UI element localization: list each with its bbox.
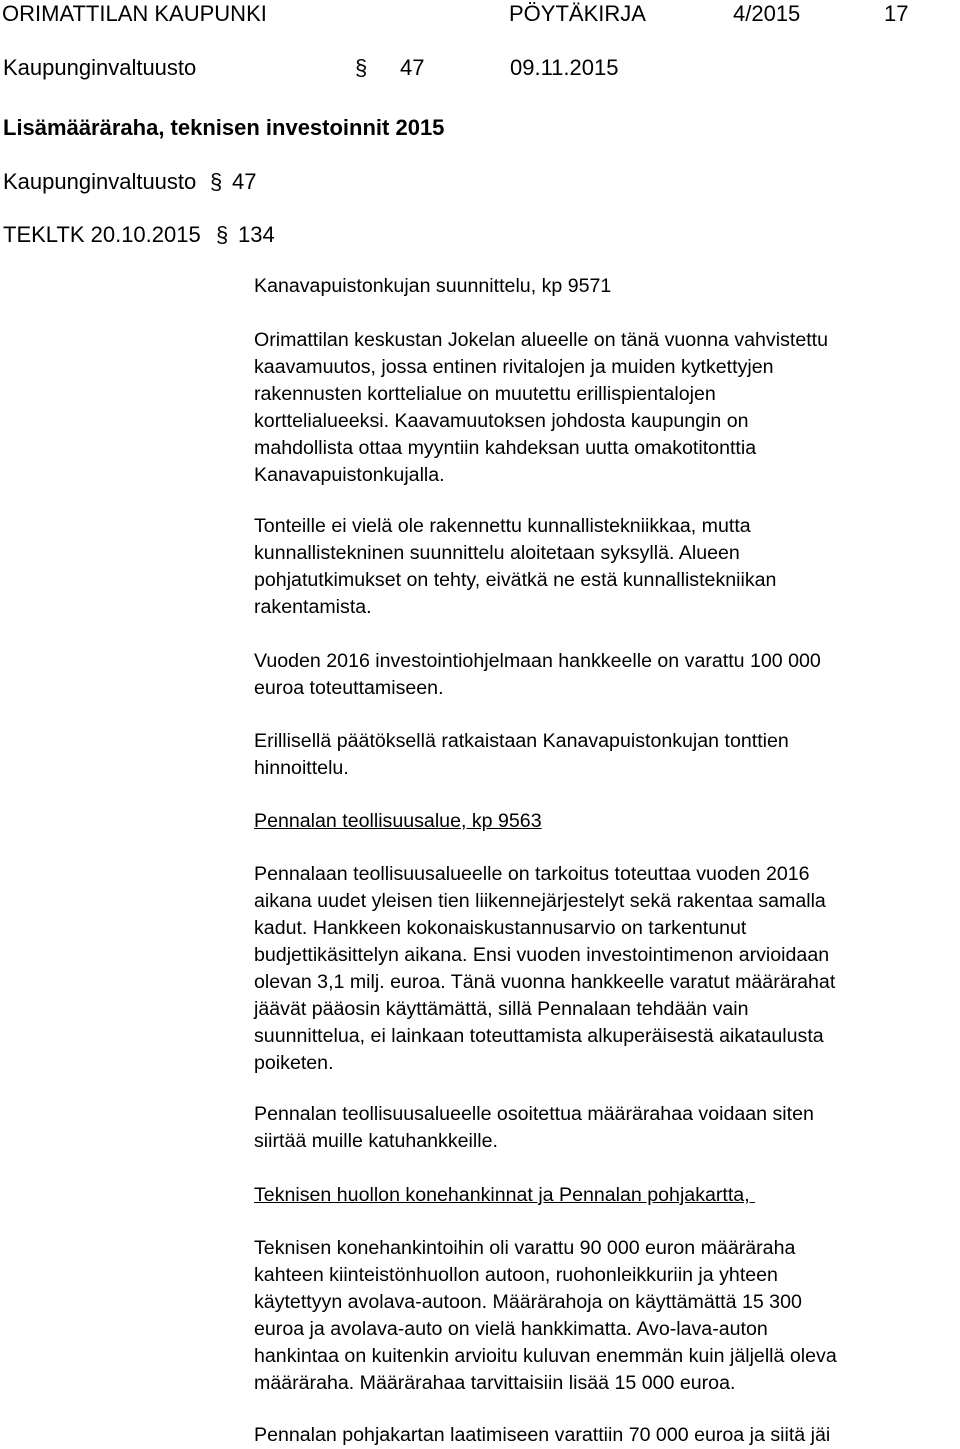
section-pennala-paragraph-2 [254, 1101, 954, 1155]
text-line: Vuoden 2016 investointiohjelmaan hankkeelle on varattu 100 000 [254, 650, 821, 672]
text-line: kaavamuutos, jossa entinen rivitalojen ja muiden kytkettyjen [254, 356, 774, 378]
reference-1-section-mark: § [210, 169, 223, 194]
paragraph [254, 1422, 954, 1449]
text-line: kunnallistekninen suunnittelu aloitetaan syksyllä. Alueen [254, 542, 740, 564]
header-body: Kaupunginvaltuusto [3, 55, 197, 80]
reference-row-2 [0, 221, 960, 248]
text-line: pohjatutkimukset on tehty, eivätkä ne estä kunnallistekniikan [254, 569, 777, 591]
text-line: Kanavapuistonkujalla. [254, 464, 445, 486]
paragraph [254, 513, 954, 621]
text-line: käytettyyn avolava-autoon. Määrärahoja on käyttämättä 15 300 [254, 1291, 802, 1313]
text-line: siirtää muille katuhankkeille. [254, 1130, 498, 1152]
reference-2-body: TEKLTK 20.10.2015 [3, 222, 201, 247]
text-line: euroa toteuttamiseen. [254, 677, 444, 699]
paragraph [254, 327, 954, 489]
text-line: rakentamista. [254, 596, 372, 618]
paragraph [254, 1101, 954, 1155]
text-line: jäävät pääosin käyttämättä, sillä Pennalaan tehdään vain [254, 998, 749, 1020]
reference-1-section-number: 47 [232, 169, 257, 194]
section-heading: Kanavapuistonkujan suunnittelu, kp 9571 [254, 275, 612, 297]
text-line: Erillisellä päätöksellä ratkaistaan Kanavapuistonkujan tonttien [254, 730, 789, 752]
text-line: korttelialueeksi. Kaavamuutoksen johdosta kaupungin on [254, 410, 749, 432]
header-section-number: 47 [400, 55, 425, 80]
reference-row-1 [0, 168, 960, 195]
text-line: rakennusten korttelialue on muutettu erillispientalojen [254, 383, 716, 405]
text-line: Orimattilan keskustan Jokelan alueelle on tänä vuonna vahvistettu [254, 329, 829, 351]
header-org: ORIMATTILAN KAUPUNKI [2, 1, 267, 26]
text-line: Tonteille ei vielä ole rakennettu kunnallistekniikkaa, mutta [254, 515, 751, 537]
text-line: kahteen kiinteistönhuollon autoon, ruohonleikkuriin ja yhteen [254, 1264, 778, 1286]
text-line: euroa ja avolava-auto on vielä hankkimatta. Avo-lava-auton [254, 1318, 768, 1340]
reference-2-section-mark: § [216, 222, 229, 247]
paragraph [254, 648, 954, 702]
section-konehankinnat-paragraph-1 [254, 1235, 954, 1397]
reference-2-section-number: 134 [238, 222, 275, 247]
paragraph [254, 728, 954, 782]
header-row-2 [0, 54, 960, 81]
text-line: Pennalan pohjakartan laatimiseen varattiin 70 000 euroa ja siitä jäi [254, 1424, 831, 1446]
section-kanavapuistonkuja-paragraph-3 [254, 648, 954, 702]
text-line: poiketen. [254, 1052, 334, 1074]
header-doc-type: PÖYTÄKIRJA [509, 1, 646, 26]
text-line: kadut. Hankkeen kokonaiskustannusarvio on tarkentunut [254, 917, 747, 939]
text-line: hinnoittelu. [254, 757, 349, 779]
section-pennala-paragraph-1 [254, 861, 954, 1077]
text-line: Teknisen konehankintoihin oli varattu 90 000 euron määräraha [254, 1237, 796, 1259]
header-page-number: 17 [884, 1, 909, 26]
section-heading: Pennalan teollisuusalue, kp 9563 [254, 810, 542, 832]
text-line: Pennalan teollisuusalueelle osoitettua määrärahaa voidaan siten [254, 1103, 814, 1125]
text-line: määräraha. Määrärahaa tarvittaisiin lisää 15 000 euroa. [254, 1372, 736, 1394]
text-line: budjettikäsittelyn aikana. Ensi vuoden investointimenon arvioidaan [254, 944, 830, 966]
header-row-1 [0, 0, 960, 27]
reference-1-body: Kaupunginvaltuusto [3, 169, 197, 194]
paragraph [254, 861, 954, 1077]
section-pennala-heading-block [254, 808, 954, 835]
text-line: hankintaa on kuitenkin arvioitu kuluvan enemmän kuin jäljellä oleva [254, 1345, 837, 1367]
text-line: Pennalaan teollisuusalueelle on tarkoitus toteuttaa vuoden 2016 [254, 863, 810, 885]
section-kanavapuistonkuja-paragraph-1 [254, 327, 954, 489]
text-line: aikana uudet yleisen tien liikennejärjestelyt sekä rakentaa samalla [254, 890, 826, 912]
text-line: olevan 3,1 milj. euroa. Tänä vuonna hankkeelle varatut määrärahat [254, 971, 836, 993]
page-title: Lisämääräraha, teknisen investoinnit 2015 [3, 115, 445, 140]
text-line: mahdollista ottaa myyntiin kahdeksan uutta omakotitonttia [254, 437, 757, 459]
section-konehankinnat-heading-block [254, 1182, 954, 1209]
section-kanavapuistonkuja-paragraph-2 [254, 513, 954, 621]
header-date: 09.11.2015 [510, 55, 619, 80]
header-doc-number: 4/2015 [733, 1, 801, 26]
section-konehankinnat-paragraph-2 [254, 1422, 954, 1449]
header-section-mark: § [355, 55, 368, 80]
text-line: suunnittelua, ei lainkaan toteuttamista alkuperäisestä aikataulusta [254, 1025, 824, 1047]
section-kanavapuistonkuja-paragraph-4 [254, 728, 954, 782]
section-heading: Teknisen huollon konehankinnat ja Pennalan pohjakartta, [254, 1184, 756, 1206]
paragraph [254, 1235, 954, 1397]
section-kanavapuistonkuja-heading-block [254, 273, 954, 300]
